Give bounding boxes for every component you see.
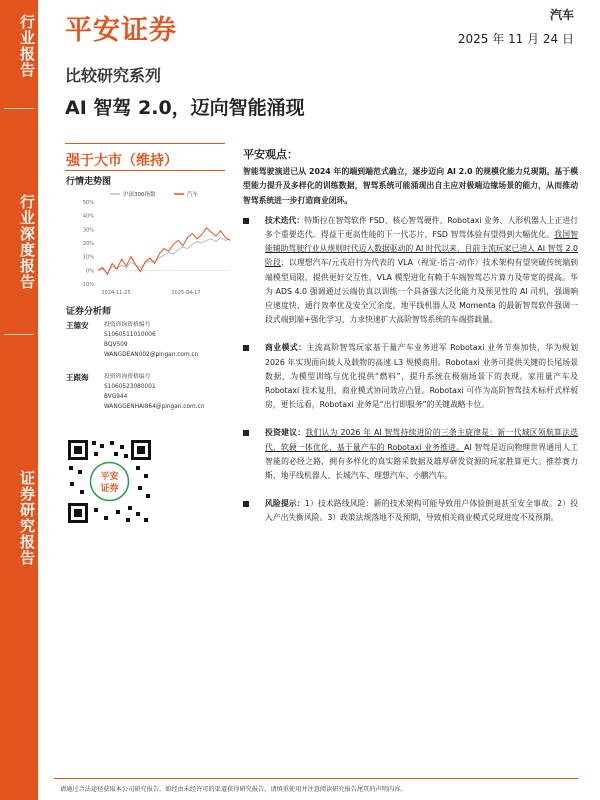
analyst-list <box>66 320 241 420</box>
y-tick-label: 20% <box>82 241 94 247</box>
point-text: AI 智驾是迈向物理世界通用人工智能的必经之路，拥有多样化的真实路采数据及雄厚研发资源的玩家胜算更大。推荐赛力斯、地平线机器人、长城汽车、理想汽车、小鹏汽车。 <box>265 442 578 481</box>
summary: 智能驾驶演进已从 2024 年的端到端范式确立，逐步迈向 AI 2.0 的规模化能力兑现期。基于模型能力提升及多样化的训练数据，智驾系统可能涌现出自主应对极端边缘场景的能力，从而推动智驾系统进一步打造商业闭环。 <box>243 167 578 205</box>
qr-label-bottom: 证券 <box>100 484 119 494</box>
view-title: 平安观点： <box>243 148 298 161</box>
analyst-card <box>66 320 241 372</box>
bullet-icon <box>243 345 249 351</box>
analyst-name: 王跟海 <box>66 373 89 382</box>
sidebar <box>0 0 38 800</box>
x-tick-label: 2024-11-25 <box>101 290 131 296</box>
sidebar-label-deep-report: 行业深度报告 <box>18 194 36 290</box>
analyst-name: 王德安 <box>66 321 89 330</box>
analyst-qualification: 投资咨询资格编号 <box>104 322 151 328</box>
divider <box>65 143 225 144</box>
analyst-heading: 证券分析师 <box>66 307 112 317</box>
legend-label: 沪深300指数 <box>123 192 156 198</box>
sidebar-divider <box>4 334 34 335</box>
y-tick-label: 40% <box>82 213 94 220</box>
y-tick-label: 10% <box>82 254 94 261</box>
analyst-qualification: 投资咨询资格编号 <box>104 374 151 380</box>
point-text: 1）技术路线风险：新的技术架构可能导致用户体验倒退甚至安全事故。2）投入产出失衡风险。3）政策法规落地不及预期，导致相关商业模式兑现进度不及预期。 <box>265 499 578 523</box>
report-title: AI 智驾 2.0，迈向智能涌现 <box>65 97 305 119</box>
analyst-code: BVG944 <box>104 394 128 400</box>
point-business <box>243 341 578 412</box>
company-logo: 平安证券 <box>65 15 177 46</box>
industry-label: 汽车 <box>549 8 574 22</box>
analyst-code: BQV509 <box>104 342 128 348</box>
footer-disclaimer: 请通过合法途径获取本公司研究报告，如经由未经许可的渠道获得研究报告，请慎重使用并注意阅读研究报告尾页的声明内容。 <box>60 786 407 793</box>
rating: 强于大市（维持） <box>66 153 178 169</box>
point-text: 特斯拉在智驾软件 FSD、核心智驾硬件、Robotaxi 业务、人形机器人上正进行多个重要迭代。得益于更高性能的下一代芯片，FSD 智驾体验有望得到大幅优化。 <box>265 215 578 240</box>
divider <box>65 170 225 171</box>
chart-label: 行情走势图 <box>66 177 112 187</box>
sidebar-divider <box>4 108 34 109</box>
point-head: 风险提示： <box>265 499 305 509</box>
point-head: 商业模式： <box>265 343 307 353</box>
point-underlined: 我们认为 2026 年 AI 智驾持续进阶的三条主旋律是：新一代城区领航算法迭代、软硬一体优化、基于量产车的 Robotaxi 业务推进。 <box>265 428 578 452</box>
analyst-license: S1060523080001 <box>104 384 156 390</box>
main-content <box>243 148 578 526</box>
point-investment <box>243 426 578 483</box>
analyst-email[interactable]: WANGDEAN002@pingan.com.cn <box>104 352 199 358</box>
analyst-card <box>66 372 241 420</box>
point-text: 主流高阶智驾玩家基于量产车业务进军 Robotaxi 业务节奏加快，华为规划 2026 年实现面向载人及载物的高速 L3 规模商用。Robotaxi 业务可提供关键的长尾场景数据，为模型训练与优化提供“燃料”，提升系统在极端场景下的表现。家用量产车及 Robotaxi 技术复用，商业模式协同效应凸显。Robotaxi 可作为高阶智驾技术标杆式样板房，更长远看，Robotaxi 业务是“出行即服务”的关键战略卡位。 <box>265 343 578 410</box>
y-tick-label: -10% <box>81 282 94 288</box>
point-risk <box>243 497 578 525</box>
sidebar-label-securities-research: 证券研究报告 <box>18 470 36 566</box>
point-head: 投资建议： <box>265 428 306 438</box>
sidebar-label-report: 行业报告 <box>18 14 36 78</box>
qr-label-top: 平安 <box>100 472 119 482</box>
point-head: 技术迭代： <box>265 215 305 225</box>
point-text: ；以理想汽车/元戎启行为代表的 VLA（视觉-语言-动作）技术架构有望突破传统端到端模型局限，提供更好交互性，VLA 模型进化有赖于车端智驾芯片算力及带宽的提高。华为 ADS 4.0 强调通过云端仿真以训练一个具备强大泛化能力及预见性的 AI 司机，强调响应速度快、通行效率优及安全冗余度。地平线机器人及 Momenta 的最新智驾软件强调一段式端到端+强化学习，力求快速扩大高阶智驾系统的车端搭载量。 <box>265 258 579 325</box>
bullet-icon <box>243 501 249 507</box>
bullet-icon <box>243 430 249 436</box>
y-tick-label: 50% <box>82 200 94 206</box>
point-underlined: 我国智能辅助驾驶行业从规则时代迈入数据驱动的 AI 时代以来，目前主流玩家已进入 AI 智驾 2.0 阶段 <box>265 230 579 268</box>
legend-label: 汽车 <box>187 192 199 198</box>
analyst-license: S1060511010006 <box>104 332 156 338</box>
x-tick-label: 2025-04-17 <box>171 290 201 296</box>
y-tick-label: 30% <box>82 227 94 234</box>
report-series: 比较研究系列 <box>65 66 162 85</box>
analyst-email[interactable]: WANGGENHAI864@pingan.com.cn <box>104 404 205 410</box>
report-date: 2025 年 11 月 24 日 <box>457 32 574 46</box>
point-tech <box>243 214 578 328</box>
y-tick-label: 0% <box>86 268 94 275</box>
price-chart <box>64 188 234 300</box>
bullet-icon <box>243 218 249 224</box>
footer-divider <box>54 778 578 779</box>
qr-code[interactable] <box>66 438 153 525</box>
